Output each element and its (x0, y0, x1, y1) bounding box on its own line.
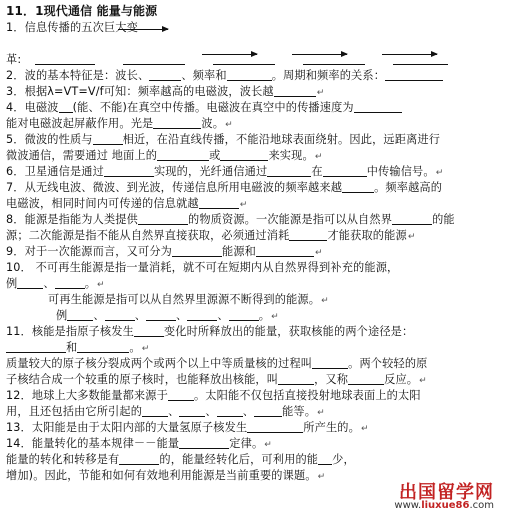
line-text: 才能获取的能源 (327, 229, 407, 242)
line-11 (6, 197, 247, 212)
blank (134, 325, 164, 337)
blank (119, 453, 159, 465)
return-mark: ↵ (264, 440, 272, 450)
blank (77, 341, 129, 353)
line-10 (6, 181, 442, 195)
return-mark: ↵ (271, 312, 279, 322)
line-text: 3．根据λ=VT=V/f可知：频率越高的电磁波，波长越 (6, 85, 274, 98)
line-24: 用，且还包括由它所引起的 、 、 、 能等。↵ (6, 405, 325, 418)
line-text: 可再生能源是指可以从自然界里源源不断得到的能源。 (48, 293, 321, 306)
line-25 (6, 421, 369, 436)
line-text: (能、不能)在真空中传播。电磁波在真空中的传播速度为 (72, 101, 354, 114)
line-text: 13．太阳能是由于太阳内部的大量氢原子核发生 (6, 421, 248, 434)
blank (59, 101, 73, 113)
line-5 (6, 101, 402, 115)
line-text: 革: (6, 53, 22, 66)
blank (153, 117, 201, 129)
line-4 (6, 85, 324, 100)
blank (278, 373, 314, 385)
line-text: 质量较大的原子核分裂成两个或两个以上中等质量核的过程叫 (6, 357, 313, 370)
blank (55, 277, 85, 289)
watermark-url-brand: liuxue86 (421, 500, 470, 511)
line-8 (6, 149, 323, 164)
blank (342, 181, 374, 193)
line-12 (6, 213, 455, 227)
line-text: 、频率和 (181, 69, 227, 82)
blank (385, 69, 443, 81)
line-18: 例 、 、 、 、 。↵ (56, 309, 279, 322)
line-text: 14．能量转化的基本规律－－能量 (6, 437, 180, 450)
line-27 (6, 453, 355, 467)
line-text: 的能 (432, 213, 455, 226)
blank (6, 341, 66, 353)
line-2 (6, 53, 448, 67)
line-text: 源；二次能源是指不能从自然界直接获取，必须通过消耗 (6, 229, 290, 242)
return-mark: ↵ (141, 344, 150, 354)
line-text: 少， (332, 453, 355, 466)
blank (348, 373, 384, 385)
blank (247, 421, 303, 433)
return-mark: ↵ (317, 472, 326, 482)
blank (172, 245, 222, 257)
line-text: 增加)。因此，节能和如何有效地利用能源是当前重要的课题。 (6, 469, 317, 482)
blank (354, 101, 402, 113)
blank (227, 69, 272, 81)
line-text: 9．对于一次能源而言，又可分为 (6, 245, 172, 258)
blank (392, 213, 432, 225)
line-17 (48, 293, 329, 308)
blank (93, 133, 123, 145)
line-text: 4．电磁波 (6, 101, 59, 114)
line-text: 12．地球上大多数能量都来源于 (6, 389, 168, 402)
line-19 (6, 325, 413, 339)
blank (217, 405, 243, 417)
line-text: 子核结合成一个较重的原子核时，也能释放出核能，叫 (6, 373, 279, 386)
blank (323, 165, 367, 177)
watermark-url-suffix: .com (469, 500, 494, 511)
blank (67, 309, 93, 321)
line-text: 微波通信，需要通过 地面上的 (6, 149, 158, 162)
line-text: 7．从无线电波、微波、到光波，传递信息所用电磁波的频率越来越 (6, 181, 343, 194)
return-mark: ↵ (361, 424, 369, 434)
blank (256, 245, 314, 257)
return-mark: ↵ (97, 280, 105, 290)
return-mark: ↵ (419, 376, 427, 386)
line-text: 能等。 (282, 405, 317, 418)
line-text: 5．微波的性质与 (6, 133, 93, 146)
return-mark: ↵ (239, 200, 248, 210)
line-13 (6, 229, 416, 244)
line-text: 例 (56, 309, 68, 322)
line-text: 所产生的。 (303, 421, 360, 434)
line-28 (6, 469, 325, 484)
watermark-url-prefix: www. (394, 500, 422, 511)
arrow-1 (118, 29, 168, 30)
line-text: ，又称 (314, 373, 349, 386)
blank (168, 389, 194, 401)
line-text: 相近，在沿直线传播，不能沿地球表面绕射。因此，远距离进行 (122, 133, 441, 146)
line-text: 2．波的基本特征是：波长、 (6, 69, 150, 82)
blank (213, 53, 275, 65)
line-text: 能量的转化和转移是有 (6, 453, 120, 466)
section-title (6, 4, 157, 18)
blank (157, 149, 209, 161)
line-text: 的物质资源。一次能源是指可以从自然界 (187, 213, 393, 226)
line-text: 定律。 (229, 437, 264, 450)
line-text: 能源和 (222, 245, 257, 258)
line-text: 1．信息传播的五次巨大变 (6, 21, 138, 34)
blank (312, 357, 348, 369)
line-text: 8．能源是指能为人类提供 (6, 213, 138, 226)
line-text: 11．核能是指原子核发生 (6, 325, 134, 338)
line-text: 来实现。 (268, 149, 314, 162)
line-text: 10． 不可再生能源是指一量消耗，就不可在短期内从自然界得到补充的能源， (6, 261, 399, 274)
line-text: 反应。 (384, 373, 419, 386)
blank (289, 229, 327, 241)
line-1 (6, 21, 138, 35)
blank (142, 405, 168, 417)
blank (104, 165, 154, 177)
blank (17, 277, 43, 289)
line-text: 中传输信号。 (366, 165, 435, 178)
return-mark: ↵ (407, 232, 416, 242)
line-23 (6, 389, 421, 403)
blank (393, 53, 448, 65)
line-text: 例 (6, 277, 18, 290)
blank (146, 309, 176, 321)
line-7 (6, 133, 440, 147)
blank (35, 53, 95, 65)
return-mark: ↵ (315, 248, 323, 258)
title-text: 11．1现代通信 能量与能源 (6, 4, 158, 18)
blank (123, 53, 185, 65)
return-mark: ↵ (316, 88, 325, 98)
line-text: 在 (311, 165, 323, 178)
line-text: 。太阳能不仅包括直接投射地球表面上的太阳 (193, 389, 421, 402)
blank (149, 69, 181, 81)
blank (267, 165, 311, 177)
line-6 (6, 117, 233, 132)
blank (220, 149, 268, 161)
watermark-title: 出国留学网 (399, 482, 494, 503)
line-15 (6, 261, 398, 275)
watermark (352, 478, 502, 514)
line-text: 的，能量经转化后，可利用的能 (159, 453, 319, 466)
line-text: 或 (209, 149, 221, 162)
line-text: 6．卫星通信是通过 (6, 165, 104, 178)
line-20: 和 。↵ (6, 341, 149, 356)
line-text: 电磁波，相同时间内可传递的信息就越 (6, 197, 199, 210)
return-mark: ↵ (321, 296, 329, 306)
line-21 (6, 357, 428, 371)
return-mark: ↵ (314, 152, 323, 162)
line-text: 用，且还包括由它所引起的 (6, 405, 143, 418)
return-mark: ↵ (317, 408, 325, 418)
blank (274, 85, 316, 97)
line-text: 实现的，光纤通信通过 (153, 165, 268, 178)
line-text: 能对电磁波起屏蔽作用。光是 (6, 117, 154, 130)
blank (318, 453, 332, 465)
line-3 (6, 69, 443, 83)
line-text: 。频率越高的 (374, 181, 443, 194)
blank (199, 197, 239, 209)
line-text: 变化时所释放出的能量，获取核能的两个途径是： (163, 325, 414, 338)
line-26 (6, 437, 272, 452)
line-text: 。周期和频率的关系： (271, 69, 386, 82)
blank (179, 405, 205, 417)
line-9 (6, 165, 443, 180)
blank (229, 309, 259, 321)
line-text: 。两个较轻的原 (348, 357, 428, 370)
line-text: 波。 (201, 117, 225, 130)
blank (254, 405, 282, 417)
line-22 (6, 373, 427, 388)
watermark-url (394, 500, 494, 511)
blank (138, 213, 188, 225)
blank (303, 53, 365, 65)
return-mark: ↵ (225, 120, 233, 130)
line-14 (6, 245, 323, 260)
blank (179, 437, 229, 449)
blank (187, 309, 217, 321)
return-mark: ↵ (435, 168, 444, 178)
line-text: 和 (66, 341, 78, 354)
blank (105, 309, 135, 321)
line-16: 例 、 。↵ (6, 277, 105, 290)
